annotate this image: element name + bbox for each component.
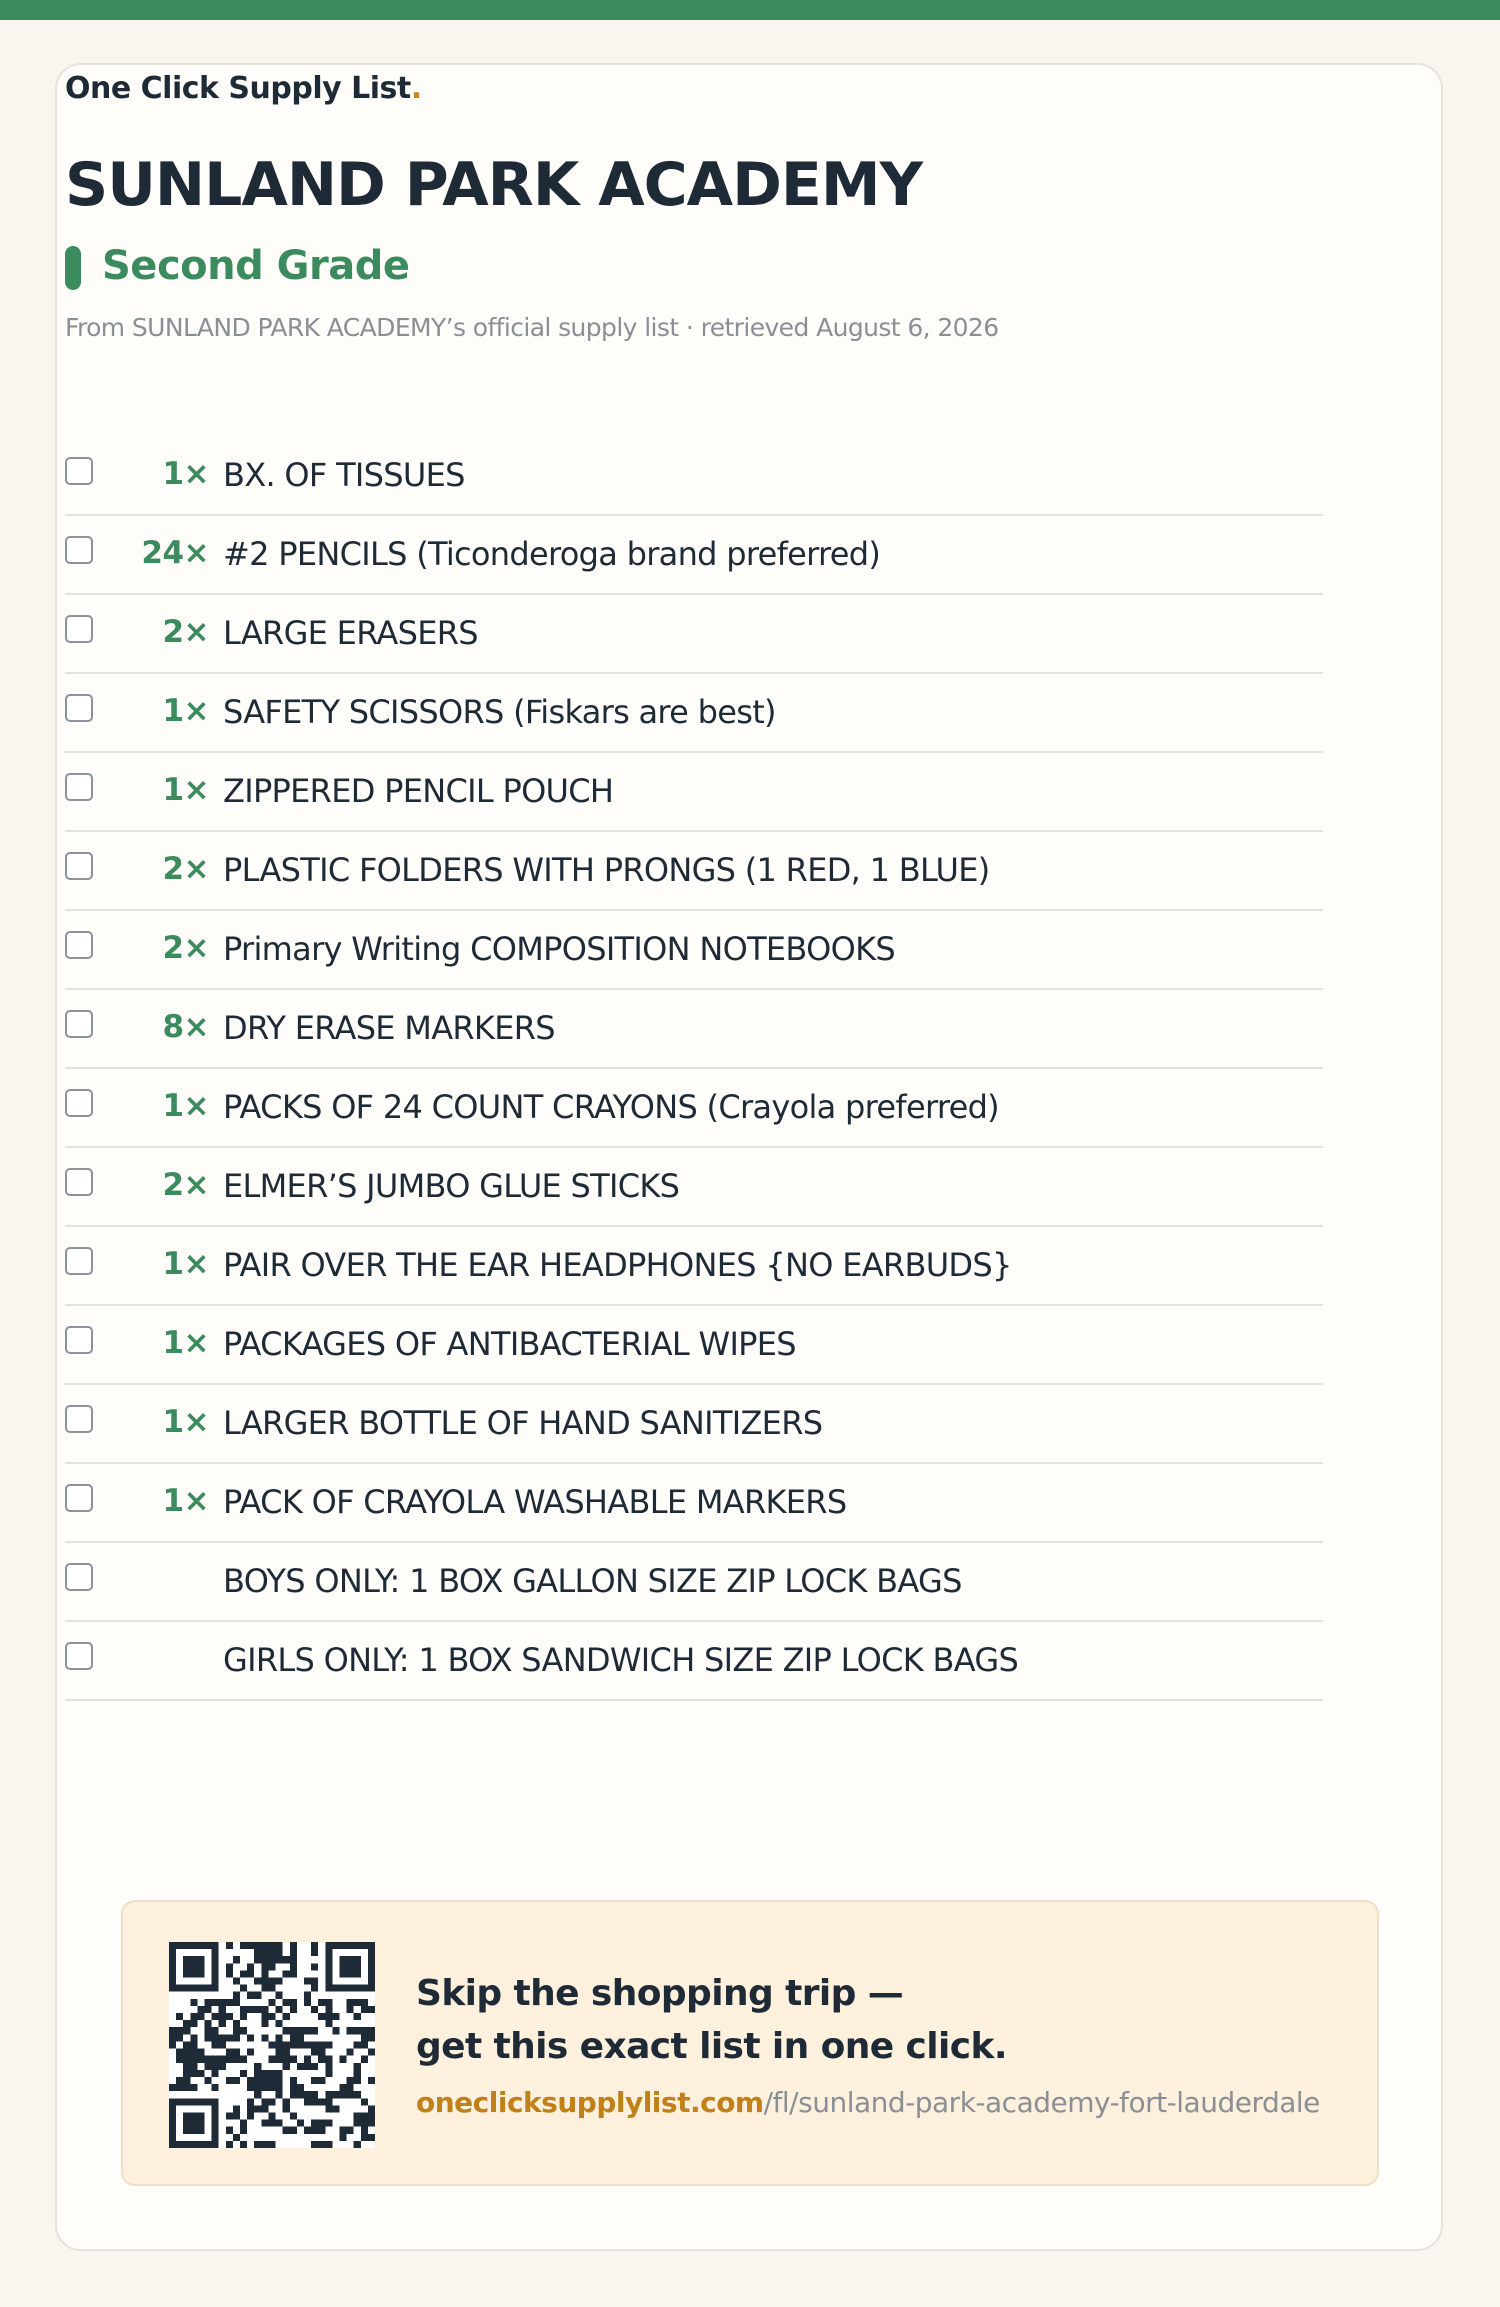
school-title: SUNLAND PARK ACADEMY bbox=[65, 150, 923, 220]
item-checkbox[interactable] bbox=[65, 1247, 93, 1275]
item-name: SAFETY SCISSORS (Fiskars are best) bbox=[223, 693, 776, 731]
list-item bbox=[65, 1306, 1323, 1385]
list-item bbox=[65, 516, 1323, 595]
item-name: GIRLS ONLY: 1 BOX SANDWICH SIZE ZIP LOCK BAGS bbox=[223, 1641, 1019, 1679]
list-item bbox=[65, 1385, 1323, 1464]
qr-code-icon[interactable] bbox=[169, 1942, 375, 2148]
item-name: BX. OF TISSUES bbox=[223, 456, 465, 494]
item-name: PACKAGES OF ANTIBACTERIAL WIPES bbox=[223, 1325, 796, 1363]
item-quantity: 1× bbox=[162, 1246, 209, 1282]
item-name: DRY ERASE MARKERS bbox=[223, 1009, 555, 1047]
grade-accent-bar bbox=[65, 246, 81, 290]
promo-title-line1: Skip the shopping trip — bbox=[416, 1973, 904, 2014]
item-quantity: 24× bbox=[141, 535, 209, 571]
list-item bbox=[65, 911, 1323, 990]
promo-title bbox=[416, 1967, 1007, 2073]
item-name: LARGE ERASERS bbox=[223, 614, 478, 652]
item-quantity: 2× bbox=[162, 614, 209, 650]
item-checkbox[interactable] bbox=[65, 1089, 93, 1117]
item-name: PLASTIC FOLDERS WITH PRONGS (1 RED, 1 BLUE) bbox=[223, 851, 990, 889]
item-checkbox[interactable] bbox=[65, 773, 93, 801]
item-name: ZIPPERED PENCIL POUCH bbox=[223, 772, 614, 810]
item-name: #2 PENCILS (Ticonderoga brand preferred) bbox=[223, 535, 881, 573]
list-item bbox=[65, 1069, 1323, 1148]
list-item bbox=[65, 832, 1323, 911]
supply-list bbox=[65, 437, 1323, 1701]
brand-logo[interactable] bbox=[65, 71, 422, 106]
list-item bbox=[65, 1543, 1323, 1622]
item-checkbox[interactable] bbox=[65, 931, 93, 959]
list-item bbox=[65, 595, 1323, 674]
brand-name: One Click Supply List bbox=[65, 71, 411, 106]
item-checkbox[interactable] bbox=[65, 1326, 93, 1354]
top-accent-bar bbox=[0, 0, 1500, 20]
item-checkbox[interactable] bbox=[65, 1642, 93, 1670]
item-name: PAIR OVER THE EAR HEADPHONES {NO EARBUDS} bbox=[223, 1246, 1012, 1284]
list-item bbox=[65, 1464, 1323, 1543]
list-item bbox=[65, 1148, 1323, 1227]
promo-link-path: /fl/sunland-park-academy-fort-lauderdale bbox=[763, 2086, 1320, 2119]
item-checkbox[interactable] bbox=[65, 694, 93, 722]
promo-box bbox=[121, 1900, 1379, 2186]
promo-title-line2: get this exact list in one click. bbox=[416, 2026, 1007, 2067]
item-checkbox[interactable] bbox=[65, 1484, 93, 1512]
item-checkbox[interactable] bbox=[65, 852, 93, 880]
list-item bbox=[65, 1622, 1323, 1701]
item-checkbox[interactable] bbox=[65, 615, 93, 643]
brand-dot: . bbox=[410, 71, 422, 106]
item-checkbox[interactable] bbox=[65, 1405, 93, 1433]
item-name: Primary Writing COMPOSITION NOTEBOOKS bbox=[223, 930, 895, 968]
item-quantity: 2× bbox=[162, 851, 209, 887]
qr-code-modules bbox=[169, 1942, 375, 2148]
list-item bbox=[65, 437, 1323, 516]
grade-label: Second Grade bbox=[102, 243, 410, 289]
item-quantity: 1× bbox=[162, 1325, 209, 1361]
item-name: LARGER BOTTLE OF HAND SANITIZERS bbox=[223, 1404, 823, 1442]
item-quantity: 1× bbox=[162, 693, 209, 729]
item-checkbox[interactable] bbox=[65, 1563, 93, 1591]
item-name: PACKS OF 24 COUNT CRAYONS (Crayola preferred) bbox=[223, 1088, 999, 1126]
item-checkbox[interactable] bbox=[65, 1010, 93, 1038]
list-item bbox=[65, 1227, 1323, 1306]
item-name: PACK OF CRAYOLA WASHABLE MARKERS bbox=[223, 1483, 847, 1521]
source-note: From SUNLAND PARK ACADEMY’s official supply list · retrieved August 6, 2026 bbox=[65, 313, 999, 342]
item-checkbox[interactable] bbox=[65, 1168, 93, 1196]
item-name: BOYS ONLY: 1 BOX GALLON SIZE ZIP LOCK BAGS bbox=[223, 1562, 962, 1600]
list-item bbox=[65, 674, 1323, 753]
item-checkbox[interactable] bbox=[65, 536, 93, 564]
item-quantity: 1× bbox=[162, 1404, 209, 1440]
item-quantity: 1× bbox=[162, 1088, 209, 1124]
promo-link[interactable] bbox=[416, 2086, 1320, 2119]
item-checkbox[interactable] bbox=[65, 457, 93, 485]
item-quantity: 8× bbox=[162, 1009, 209, 1045]
list-item bbox=[65, 990, 1323, 1069]
item-quantity: 2× bbox=[162, 1167, 209, 1203]
list-item bbox=[65, 753, 1323, 832]
item-quantity: 1× bbox=[162, 1483, 209, 1519]
item-name: ELMER’S JUMBO GLUE STICKS bbox=[223, 1167, 680, 1205]
item-quantity: 1× bbox=[162, 772, 209, 808]
promo-link-domain: oneclicksupplylist.com bbox=[416, 2086, 764, 2119]
item-quantity: 2× bbox=[162, 930, 209, 966]
item-quantity: 1× bbox=[162, 456, 209, 492]
